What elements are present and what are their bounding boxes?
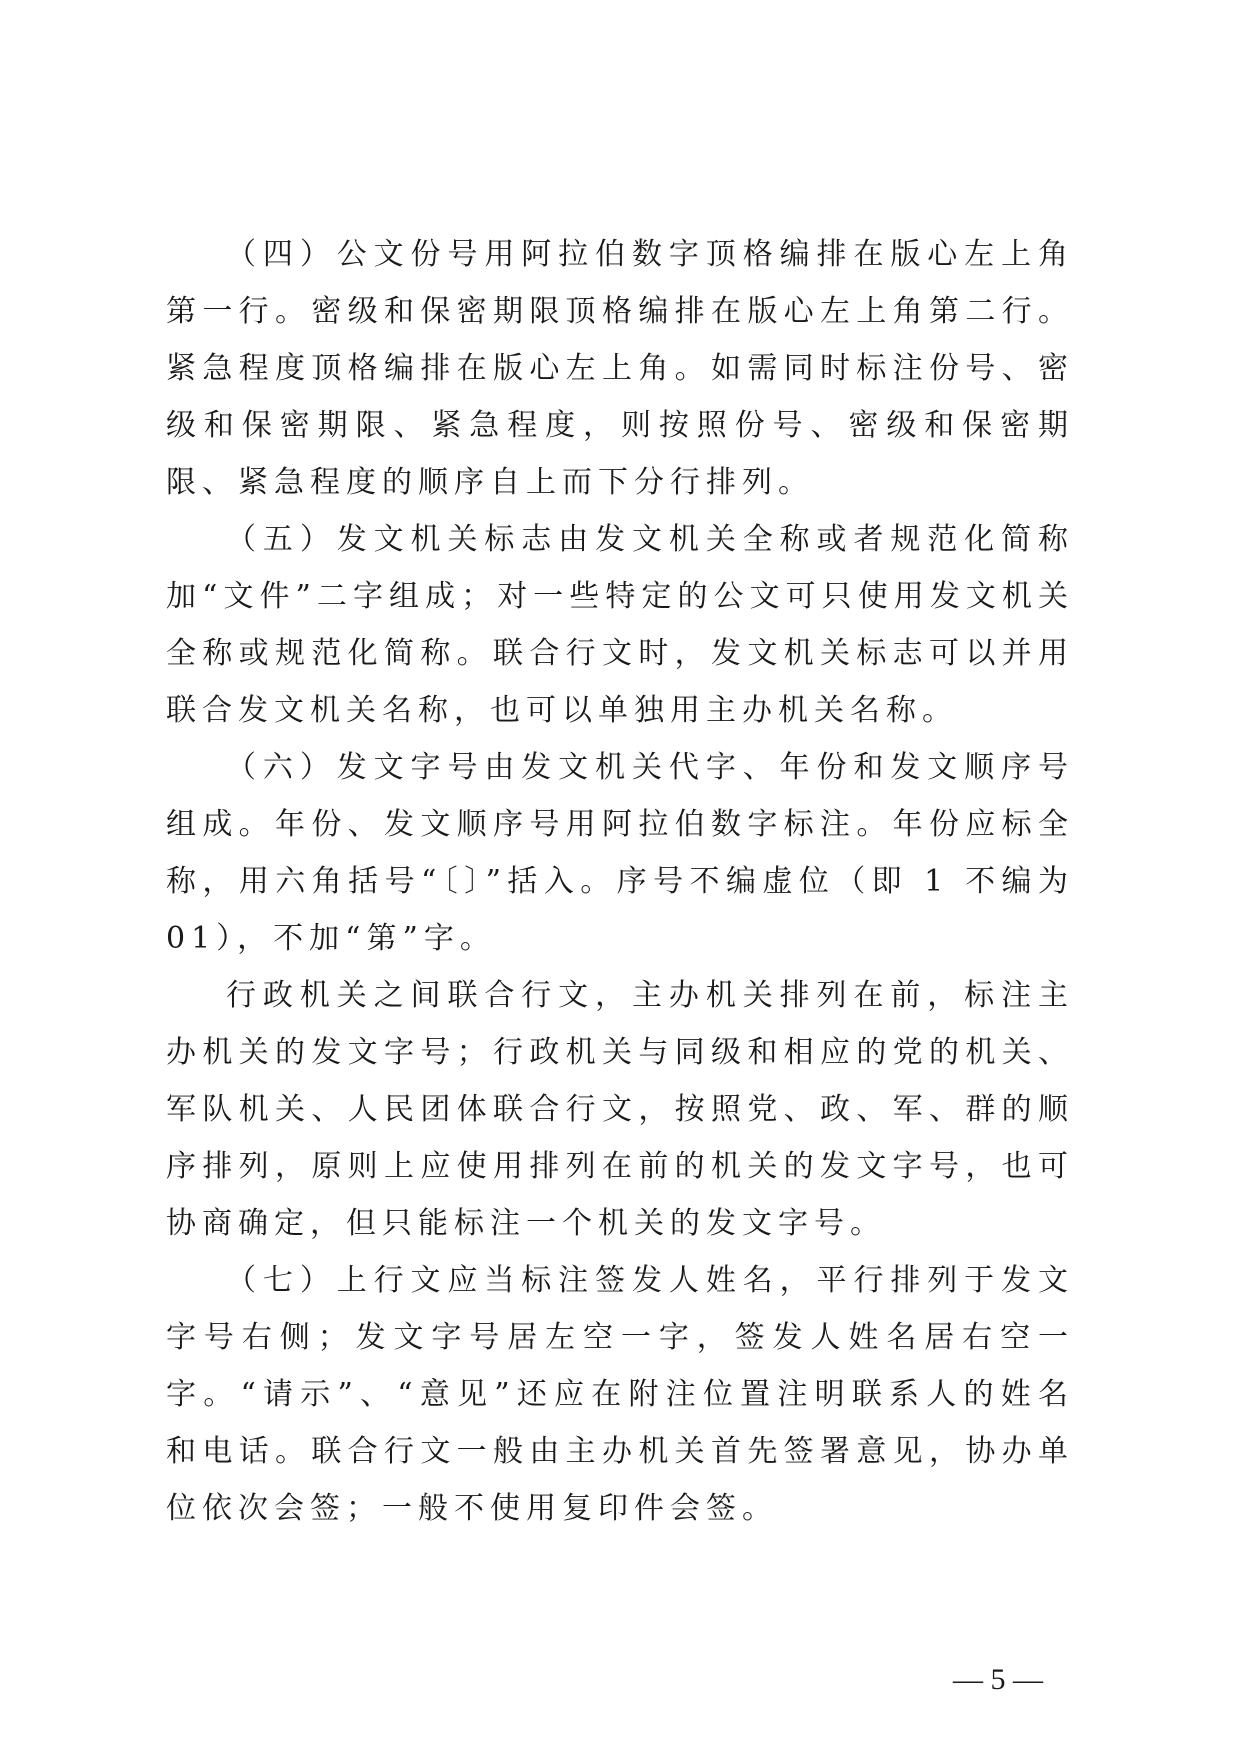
paragraph-signer: （七）上行文应当标注签发人姓名，平行排列于发文字号右侧；发文字号居左空一字，签发人姓名居右空一字。“请示”、“意见”还应在附注位置注明联系人的姓名和电话。联合行文一般由主办机关首先签署意见，协办单位依次会签；一般不使用复印件会签。	[166, 1263, 1074, 1526]
paragraph-copy-number: （四）公文份号用阿拉伯数字顶格编排在版心左上角第一行。密级和保密期限顶格编排在版心左上角第二行。紧急程度顶格编排在版心左上角。如需同时标注份号、密级和保密期限、紧急程度，则按照份号、密级和保密期限、紧急程度的顺序自上而下分行排列。	[166, 237, 1074, 500]
paragraph-joint-issuance: 行政机关之间联合行文，主办机关排列在前，标注主办机关的发文字号；行政机关与同级和相应的党的机关、军队机关、人民团体联合行文，按照党、政、军、群的顺序排列，原则上应使用排列在前的机关的发文字号，也可协商确定，但只能标注一个机关的发文字号。	[166, 978, 1074, 1241]
page-number: — 5 —	[953, 1663, 1043, 1696]
paragraph-issuing-authority-mark: （五）发文机关标志由发文机关全称或者规范化简称加“文件”二字组成；对一些特定的公文可只使用发文机关全称或规范化简称。联合行文时，发文机关标志可以并用联合发文机关名称，也可以单独用主办机关名称。	[166, 522, 1074, 728]
document-body	[166, 226, 1074, 1537]
paragraph-document-number: （六）发文字号由发文机关代字、年份和发文顺序号组成。年份、发文顺序号用阿拉伯数字标注。年份应标全称，用六角括号“〔〕”括入。序号不编虚位（即 1 不编为 01），不加“第”字。	[166, 750, 1074, 956]
